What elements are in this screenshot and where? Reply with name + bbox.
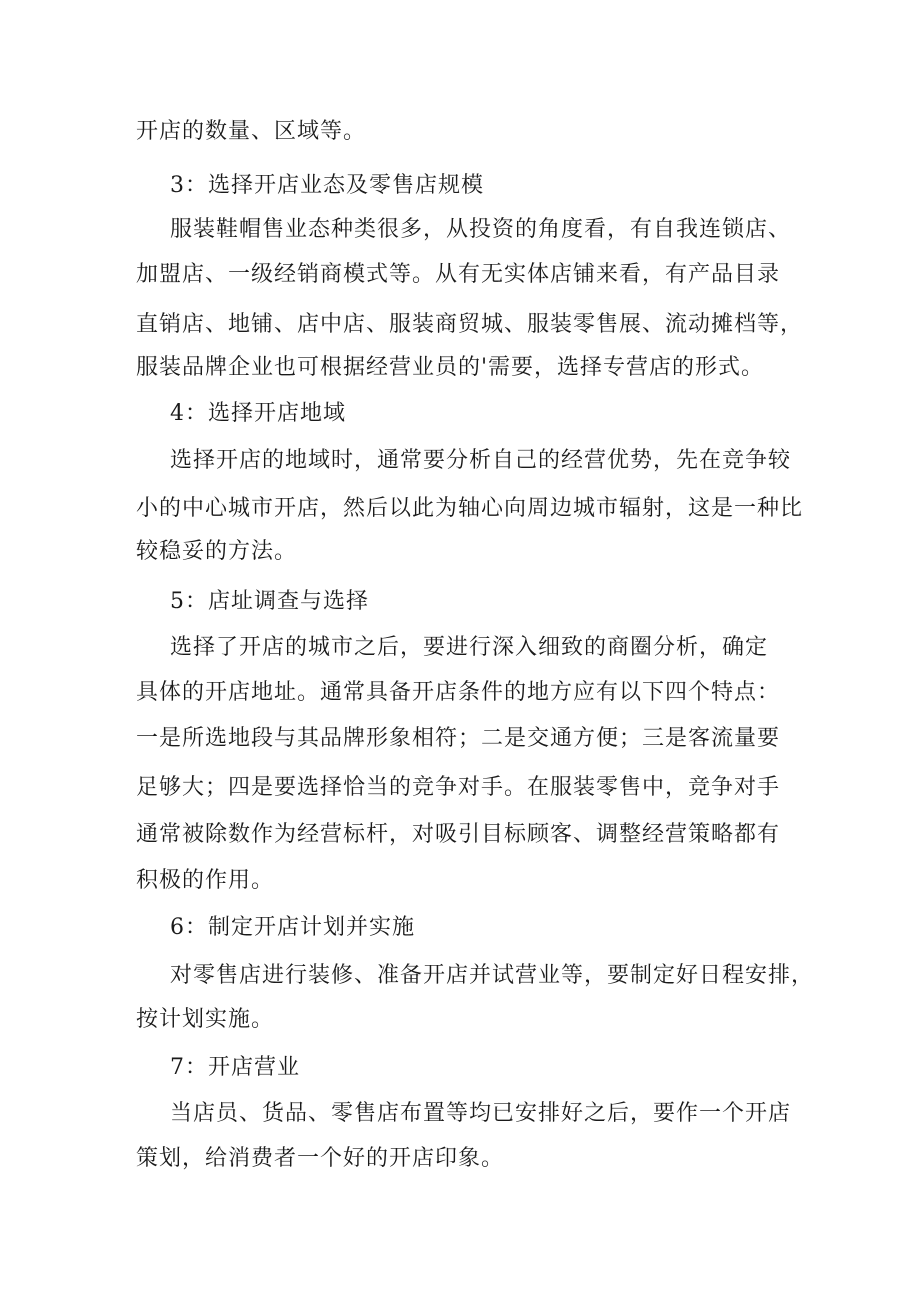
- text-line: 服装鞋帽售业态种类很多，从投资的角度看，有自我连锁店、: [170, 217, 792, 242]
- text-line: 具体的开店地址。通常具备开店条件的地方应有以下四个特点：: [136, 680, 781, 705]
- section-heading: 4：选择开店地域: [170, 401, 346, 426]
- text-line: 开店的数量、区域等。: [136, 119, 367, 144]
- text-line: 足够大；四是要选择恰当的竞争对手。在服装零售中，竞争对手: [136, 775, 781, 800]
- section-heading: 6：制定开店计划并实施: [170, 915, 415, 940]
- text-line: 策划，给消费者一个好的开店印象。: [136, 1146, 505, 1171]
- text-line: 加盟店、一级经销商模式等。从有无实体店铺来看，有产品目录: [136, 262, 781, 287]
- text-line: 选择了开店的城市之后，要进行深入细致的商圈分析，确定: [170, 635, 769, 660]
- text-line: 小的中心城市开店，然后以此为轴心向周边城市辐射，这是一种比: [136, 496, 804, 521]
- section-heading: 3：选择开店业态及零售店规模: [170, 173, 484, 198]
- text-line: 通常被除数作为经营标杆，对吸引目标顾客、调整经营策略都有: [136, 822, 781, 847]
- text-line: 积极的作用。: [136, 868, 275, 893]
- section-heading: 7：开店营业: [170, 1055, 300, 1080]
- section-heading: 5：店址调查与选择: [170, 589, 369, 614]
- text-line: 对零售店进行装修、准备开店并试营业等，要制定好日程安排，: [170, 963, 815, 988]
- text-line: 直销店、地铺、店中店、服装商贸城、服装零售展、流动摊档等，: [136, 312, 804, 337]
- text-line: 一是所选地段与其品牌形象相符；二是交通方便；三是客流量要: [136, 726, 781, 751]
- text-line: 当店员、货品、零售店布置等均已安排好之后，要作一个开店: [170, 1101, 792, 1126]
- text-line: 较稳妥的方法。: [136, 539, 298, 564]
- text-line: 按计划实施。: [136, 1007, 275, 1032]
- text-line: 服装品牌企业也可根据经营业员的'需要，选择专营店的形式。: [136, 355, 765, 380]
- text-line: 选择开店的地域时，通常要分析自己的经营优势，先在竞争较: [170, 448, 792, 473]
